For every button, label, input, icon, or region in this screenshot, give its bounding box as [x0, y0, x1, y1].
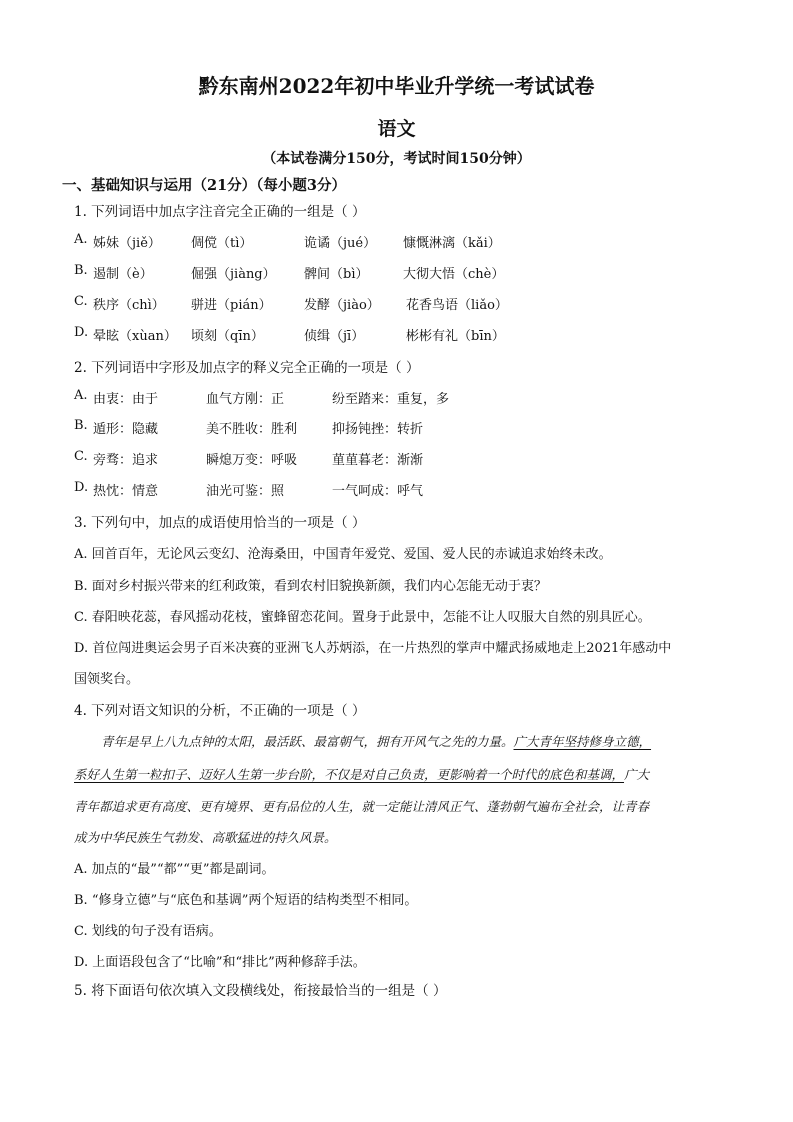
q2-option-b-item: 美不胜收：胜利 — [206, 422, 298, 437]
section-heading: 一、基础知识与运用（21分）（每小题3分） — [62, 177, 347, 194]
q1-option-a-label: A. — [74, 232, 88, 247]
passage-underlined: 广大青年坚持修身立德， — [513, 734, 652, 749]
q1-option-d-item: 顷刻（qīn） — [191, 329, 264, 344]
q1-option-d-label: D. — [74, 325, 89, 340]
q2-option-b-item: 遁形：隐藏 — [93, 422, 159, 437]
q2-option-a-item: 纷至踏来：重复，多 — [332, 392, 450, 407]
q1-option-b-item: 大彻大悟（chè） — [403, 267, 505, 282]
q2-option-a-item: 血气方刚：正 — [206, 392, 285, 407]
question-5-stem: 5. 将下面语句依次填入文段横线处，衔接最恰当的一组是（ ） — [74, 983, 447, 999]
q1-option-b-label: B. — [74, 263, 88, 278]
q1-option-c-label: C. — [74, 294, 88, 309]
q2-option-a-item: 由衷：由于 — [93, 392, 159, 407]
q2-option-b-label: B. — [74, 418, 88, 433]
q3-option-a: A. 回首百年，无论风云变幻、沧海桑田，中国青年爱党、爱国、爱人民的赤诚追求始终未改。 — [74, 547, 612, 562]
q2-option-b-item: 抑扬钝挫：转折 — [332, 422, 424, 437]
q1-option-a-item: 诡谲（jué） — [304, 236, 377, 251]
q2-option-d-item: 一气呵成：呼气 — [332, 484, 424, 499]
question-4-stem: 4. 下列对语文知识的分析，不正确的一项是（ ） — [74, 703, 366, 719]
q1-option-b-item: 遏制（è） — [93, 267, 153, 282]
q2-option-c-label: C. — [74, 449, 88, 464]
q4-option-a: A. 加点的“最”“都”“更”都是副词。 — [74, 862, 275, 877]
q1-option-c-item: 秩序（chì） — [93, 298, 165, 313]
q1-option-a-item: 姊妹（jiě） — [93, 236, 161, 251]
q1-option-a-item: 倜傥（tì） — [191, 236, 253, 251]
q2-option-d-label: D. — [74, 480, 89, 495]
q4-passage-line4: 成为中华民族生气勃发、高歌猛进的持久风景。 — [74, 830, 337, 845]
q1-option-d-item: 彬彬有礼（bīn） — [406, 329, 505, 344]
q1-option-b-item: 髀间（bì） — [304, 267, 369, 282]
q3-option-d-line1: D. 首位闯进奥运会男子百米决赛的亚洲飞人苏炳添，在一片热烈的掌声中耀武扬威地走上2021年感动中 — [74, 641, 672, 656]
q3-option-b: B. 面对乡村振兴带来的红利政策，看到农村旧貌换新颜，我们内心怎能无动于衷？ — [74, 579, 547, 594]
q1-option-a-item: 慷慨淋漓（kǎi） — [403, 236, 501, 251]
q2-option-d-item: 热忱：情意 — [93, 484, 159, 499]
q2-option-c-item: 荲荲暮老：渐渐 — [332, 453, 424, 468]
passage-underlined: 系好人生第一粒扣子、迈好人生第一步台阶，不仅是对自己负责，更影响着一个时代的底色和基调， — [74, 767, 625, 782]
q2-option-c-item: 旁骛：追求 — [93, 453, 159, 468]
page-title: 黔东南州2022年初中毕业升学统一考试试卷 — [198, 74, 595, 98]
q4-passage-line1 — [101, 732, 651, 750]
q1-option-c-item: 发酵（jiào） — [304, 298, 380, 313]
question-2-stem: 2. 下列词语中字形及加点字的释义完全正确的一项是（ ） — [74, 360, 420, 376]
question-3-stem: 3. 下列句中，加点的成语使用恰当的一项是（ ） — [74, 515, 366, 531]
q4-passage-line2 — [74, 765, 649, 783]
q2-option-c-item: 瞬熄万变：呼吸 — [206, 453, 298, 468]
q3-option-c: C. 春阳映花蕊，春风摇动花枝，蜜蜂留恋花间。置身于此景中，怎能不让人叹服大自然的别具匠心。 — [74, 610, 651, 625]
exam-note: （本试卷满分150分，考试时间150分钟） — [262, 151, 531, 167]
q1-option-c-item: 骈进（pián） — [191, 298, 272, 313]
q1-option-d-item: 侦缉（jī） — [304, 329, 365, 344]
q1-option-b-item: 倔强（jiàng） — [191, 267, 276, 282]
q2-option-a-label: A. — [74, 388, 88, 403]
subject-title: 语文 — [377, 118, 416, 140]
q2-option-d-item: 油光可鉴：照 — [206, 484, 285, 499]
q4-option-c: C. 划线的句子没有语病。 — [74, 924, 222, 939]
q4-option-b: B. “修身立德”与“底色和基调”两个短语的结构类型不相同。 — [74, 893, 418, 908]
passage-text: 广大 — [624, 767, 650, 782]
passage-text: 青年是早上八九点钟的太阳，最活跃、最富朝气，拥有开风气之先的力量。 — [101, 734, 514, 749]
q3-option-d-line2: 国领奖台。 — [74, 672, 140, 687]
q4-passage-line3: 青年都追求更有高度、更有境界、更有品位的人生，就一定能让清风正气、蓬勃朝气遍布全社会，让青春 — [74, 799, 650, 814]
q1-option-c-item: 花香鸟语（liǎo） — [406, 298, 508, 313]
question-1-stem: 1. 下列词语中加点字注音完全正确的一组是（ ） — [74, 204, 366, 220]
q4-option-d: D. 上面语段包含了“比喻”和“排比”两种修辞手法。 — [74, 955, 366, 970]
q1-option-d-item: 晕眩（xùan） — [93, 329, 177, 344]
